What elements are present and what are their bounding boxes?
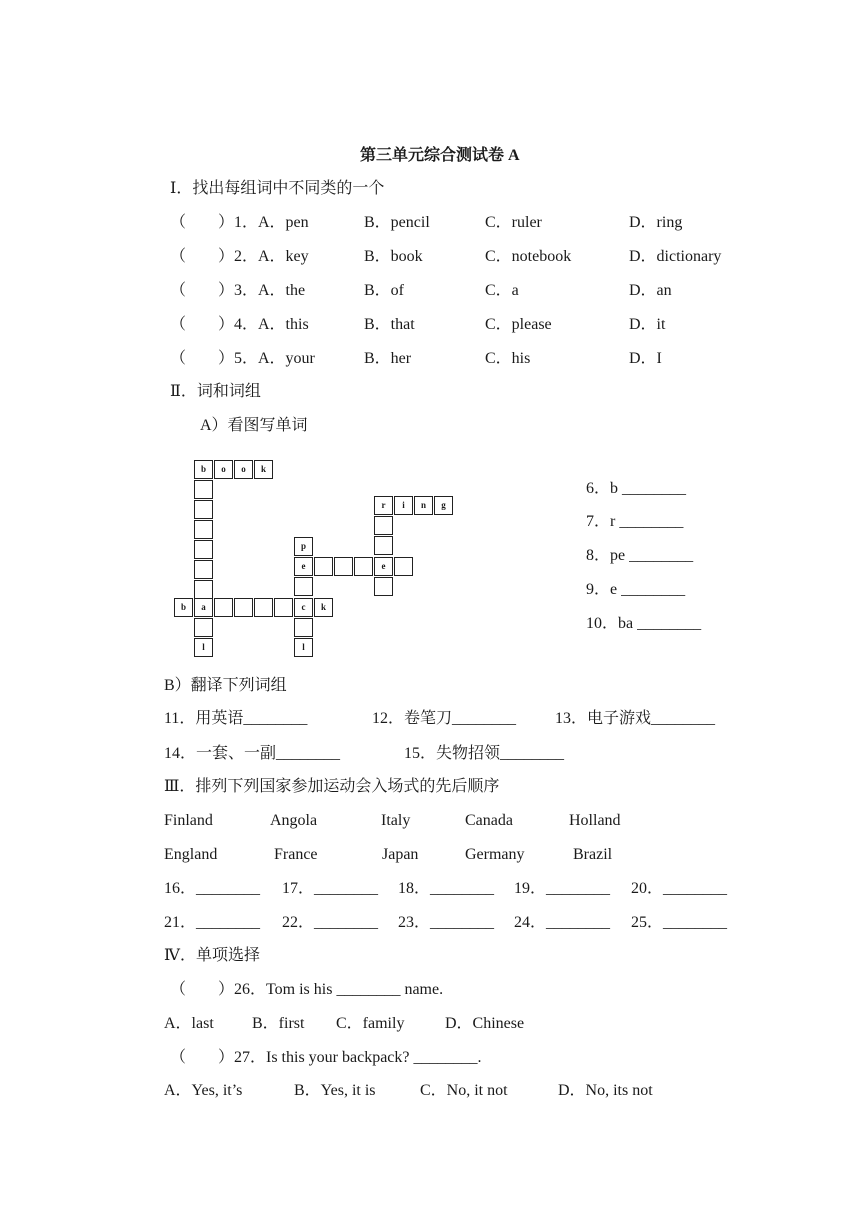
crossword-cell [354, 557, 373, 576]
crossword-cell: b [174, 598, 193, 617]
country-finland: Finland [164, 812, 213, 829]
crossword-cell: p [294, 537, 313, 556]
q4-option-d: D．it [629, 316, 666, 333]
crossword-cell: e [294, 557, 313, 576]
crossword-cell [334, 557, 353, 576]
order-blank-22[interactable]: 22．________ [282, 914, 379, 931]
translate-11[interactable]: 11．用英语________ [164, 710, 308, 727]
order-blank-19[interactable]: 19．________ [514, 880, 611, 897]
answer-9[interactable]: 9．e ________ [586, 581, 686, 598]
answer-8[interactable]: 8．pe ________ [586, 547, 694, 564]
q27-option-a[interactable]: A．Yes, it’s [164, 1082, 243, 1099]
section4-heading: Ⅳ．单项选择 [164, 947, 260, 964]
crossword-cell: k [314, 598, 333, 617]
crossword-cell: k [254, 460, 273, 479]
translate-14[interactable]: 14．一套、一副________ [164, 745, 341, 762]
q2-option-d: D．dictionary [629, 248, 722, 265]
q5-option-d: D．I [629, 350, 662, 367]
order-blank-16[interactable]: 16．________ [164, 880, 261, 897]
country-holland: Holland [569, 812, 621, 829]
translate-15[interactable]: 15．失物招领________ [404, 745, 565, 762]
crossword-cell [314, 557, 333, 576]
order-blank-25[interactable]: 25．________ [631, 914, 728, 931]
q4-option-c: C．please [485, 316, 552, 333]
q26-option-c[interactable]: C．family [336, 1015, 405, 1032]
crossword-cell [194, 618, 213, 637]
crossword-cell: l [194, 638, 213, 657]
answer-7[interactable]: 7．r ________ [586, 513, 684, 530]
crossword-cell: e [374, 557, 393, 576]
q26-option-b[interactable]: B．first [252, 1015, 305, 1032]
section2-part-a: A）看图写单词 [200, 417, 308, 434]
q1-stem: （ ）1．A．pen [170, 214, 309, 231]
crossword-cell [374, 516, 393, 535]
q3-option-b: B．of [364, 282, 405, 299]
country-angola: Angola [270, 812, 318, 829]
q4-stem: （ ）4．A．this [170, 316, 309, 333]
crossword-cell [394, 557, 413, 576]
country-brazil: Brazil [573, 846, 613, 863]
section2-heading: Ⅱ．词和词组 [170, 383, 261, 400]
crossword-cell [194, 580, 213, 599]
q27-option-c[interactable]: C．No, it not [420, 1082, 508, 1099]
translate-12[interactable]: 12．卷笔刀________ [372, 710, 517, 727]
section3-heading: Ⅲ．排列下列国家参加运动会入场式的先后顺序 [164, 778, 500, 795]
q3-stem: （ ）3．A．the [170, 282, 306, 299]
order-blank-23[interactable]: 23．________ [398, 914, 495, 931]
q3-option-d: D．an [629, 282, 672, 299]
crossword-cell: a [194, 598, 213, 617]
crossword-cell [254, 598, 273, 617]
order-blank-18[interactable]: 18．________ [398, 880, 495, 897]
q27-option-b[interactable]: B．Yes, it is [294, 1082, 376, 1099]
q2-stem: （ ）2．A．key [170, 248, 309, 265]
crossword-cell [294, 618, 313, 637]
order-blank-24[interactable]: 24．________ [514, 914, 611, 931]
country-france: France [274, 846, 318, 863]
crossword-cell: g [434, 496, 453, 515]
crossword-cell [234, 598, 253, 617]
order-blank-20[interactable]: 20．________ [631, 880, 728, 897]
q4-option-b: B．that [364, 316, 415, 333]
order-blank-21[interactable]: 21．________ [164, 914, 261, 931]
crossword-cell: l [294, 638, 313, 657]
crossword-cell [274, 598, 293, 617]
country-england: England [164, 846, 218, 863]
q5-option-c: C．his [485, 350, 531, 367]
crossword-cell: o [234, 460, 253, 479]
crossword-cell: r [374, 496, 393, 515]
crossword-cell: i [394, 496, 413, 515]
q5-option-b: B．her [364, 350, 412, 367]
country-canada: Canada [465, 812, 513, 829]
crossword-cell: n [414, 496, 433, 515]
country-italy: Italy [381, 812, 411, 829]
crossword-cell [374, 577, 393, 596]
q26-stem: （ ）26．Tom is his ________ name. [170, 981, 444, 998]
q26-option-d[interactable]: D．Chinese [445, 1015, 525, 1032]
crossword-cell [194, 560, 213, 579]
country-germany: Germany [465, 846, 525, 863]
order-blank-17[interactable]: 17．________ [282, 880, 379, 897]
crossword-cell [194, 500, 213, 519]
q2-option-b: B．book [364, 248, 423, 265]
country-japan: Japan [382, 846, 419, 863]
page-title: 第三单元综合测试卷 A [360, 147, 520, 164]
crossword-cell: c [294, 598, 313, 617]
translate-13[interactable]: 13．电子游戏________ [555, 710, 716, 727]
q5-stem: （ ）5．A．your [170, 350, 315, 367]
crossword-cell [214, 598, 233, 617]
q3-option-c: C．a [485, 282, 519, 299]
q1-option-b: B．pencil [364, 214, 430, 231]
q27-option-d[interactable]: D．No, its not [558, 1082, 653, 1099]
answer-10[interactable]: 10．ba ________ [586, 615, 702, 632]
crossword-cell [374, 536, 393, 555]
crossword-cell: o [214, 460, 233, 479]
crossword-cell [194, 480, 213, 499]
q2-option-c: C．notebook [485, 248, 572, 265]
crossword-cell [294, 577, 313, 596]
answer-6[interactable]: 6．b ________ [586, 480, 687, 497]
q1-option-d: D．ring [629, 214, 683, 231]
q26-option-a[interactable]: A．last [164, 1015, 214, 1032]
q1-option-c: C．ruler [485, 214, 542, 231]
crossword-cell [194, 520, 213, 539]
section1-heading: Ⅰ．找出每组词中不同类的一个 [170, 180, 385, 197]
q27-stem: （ ）27．Is this your backpack? ________. [170, 1049, 482, 1066]
crossword-cell: b [194, 460, 213, 479]
crossword-cell [194, 540, 213, 559]
section2-part-b: B）翻译下列词组 [164, 677, 287, 694]
